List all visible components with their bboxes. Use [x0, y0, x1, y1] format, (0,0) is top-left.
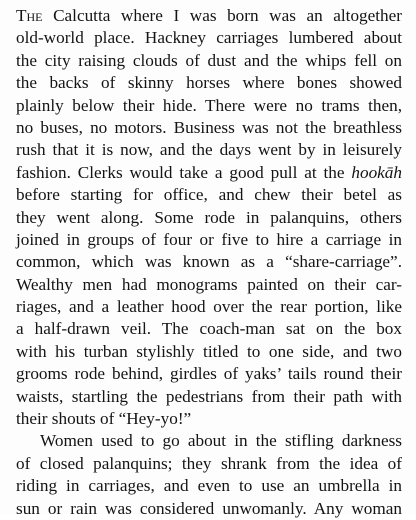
text-line: riding in carriages, and even to use an umbrella in	[16, 476, 402, 496]
text-line: they went along. Some rode in palanquins, others	[16, 207, 402, 227]
text-line: old-world place. Hackney carriages lumbered about	[16, 28, 402, 48]
text-line: no buses, no motors. Business was not the breathless	[16, 117, 402, 137]
body-text	[16, 5, 402, 520]
text-line: The Calcutta where I was born was an altogether	[16, 6, 402, 25]
small-caps-lead: The	[16, 6, 43, 25]
text-line: grooms rode behind, girdles of yaks’ tails round their	[16, 364, 402, 384]
text-line: fashion. Clerks would take a good pull at the hookāh	[16, 162, 402, 182]
text-line: their shouts of “Hey-yo!”	[16, 409, 192, 429]
text-line: of closed palanquins; they shrank from the idea of	[16, 453, 402, 473]
text-line: sun or rain was considered unwomanly. Any woman	[16, 498, 402, 518]
text-line: common, which was known as a “share-carriage”.	[16, 252, 402, 272]
text-line: the city raising clouds of dust and the whips fell on	[16, 50, 402, 70]
text-line: Wealthy men had monograms painted on their car-	[16, 274, 402, 294]
text-line: before starting for office, and chew their betel as	[16, 185, 402, 205]
text-line: plainly below their hide. There were no trams then,	[16, 95, 402, 115]
text-line: riages, and a leather hood over the rear portion, like	[16, 297, 402, 317]
text-line: Women used to go about in the stifling darkness	[40, 431, 402, 451]
text-line: joined in groups of four or five to hire a carriage in	[16, 229, 402, 249]
text-line: the backs of skinny horses where bones showed	[16, 73, 402, 93]
text-line: waists, startling the pedestrians from their path with	[16, 386, 402, 406]
text-line: with his turban stylishly titled to one side, and two	[16, 341, 402, 361]
text-line: a half-drawn veil. The coach-man sat on the box	[16, 319, 402, 339]
text-line: rush that it is now, and the days went by in leisurely	[16, 140, 402, 160]
italic-term: hookāh	[351, 162, 402, 182]
